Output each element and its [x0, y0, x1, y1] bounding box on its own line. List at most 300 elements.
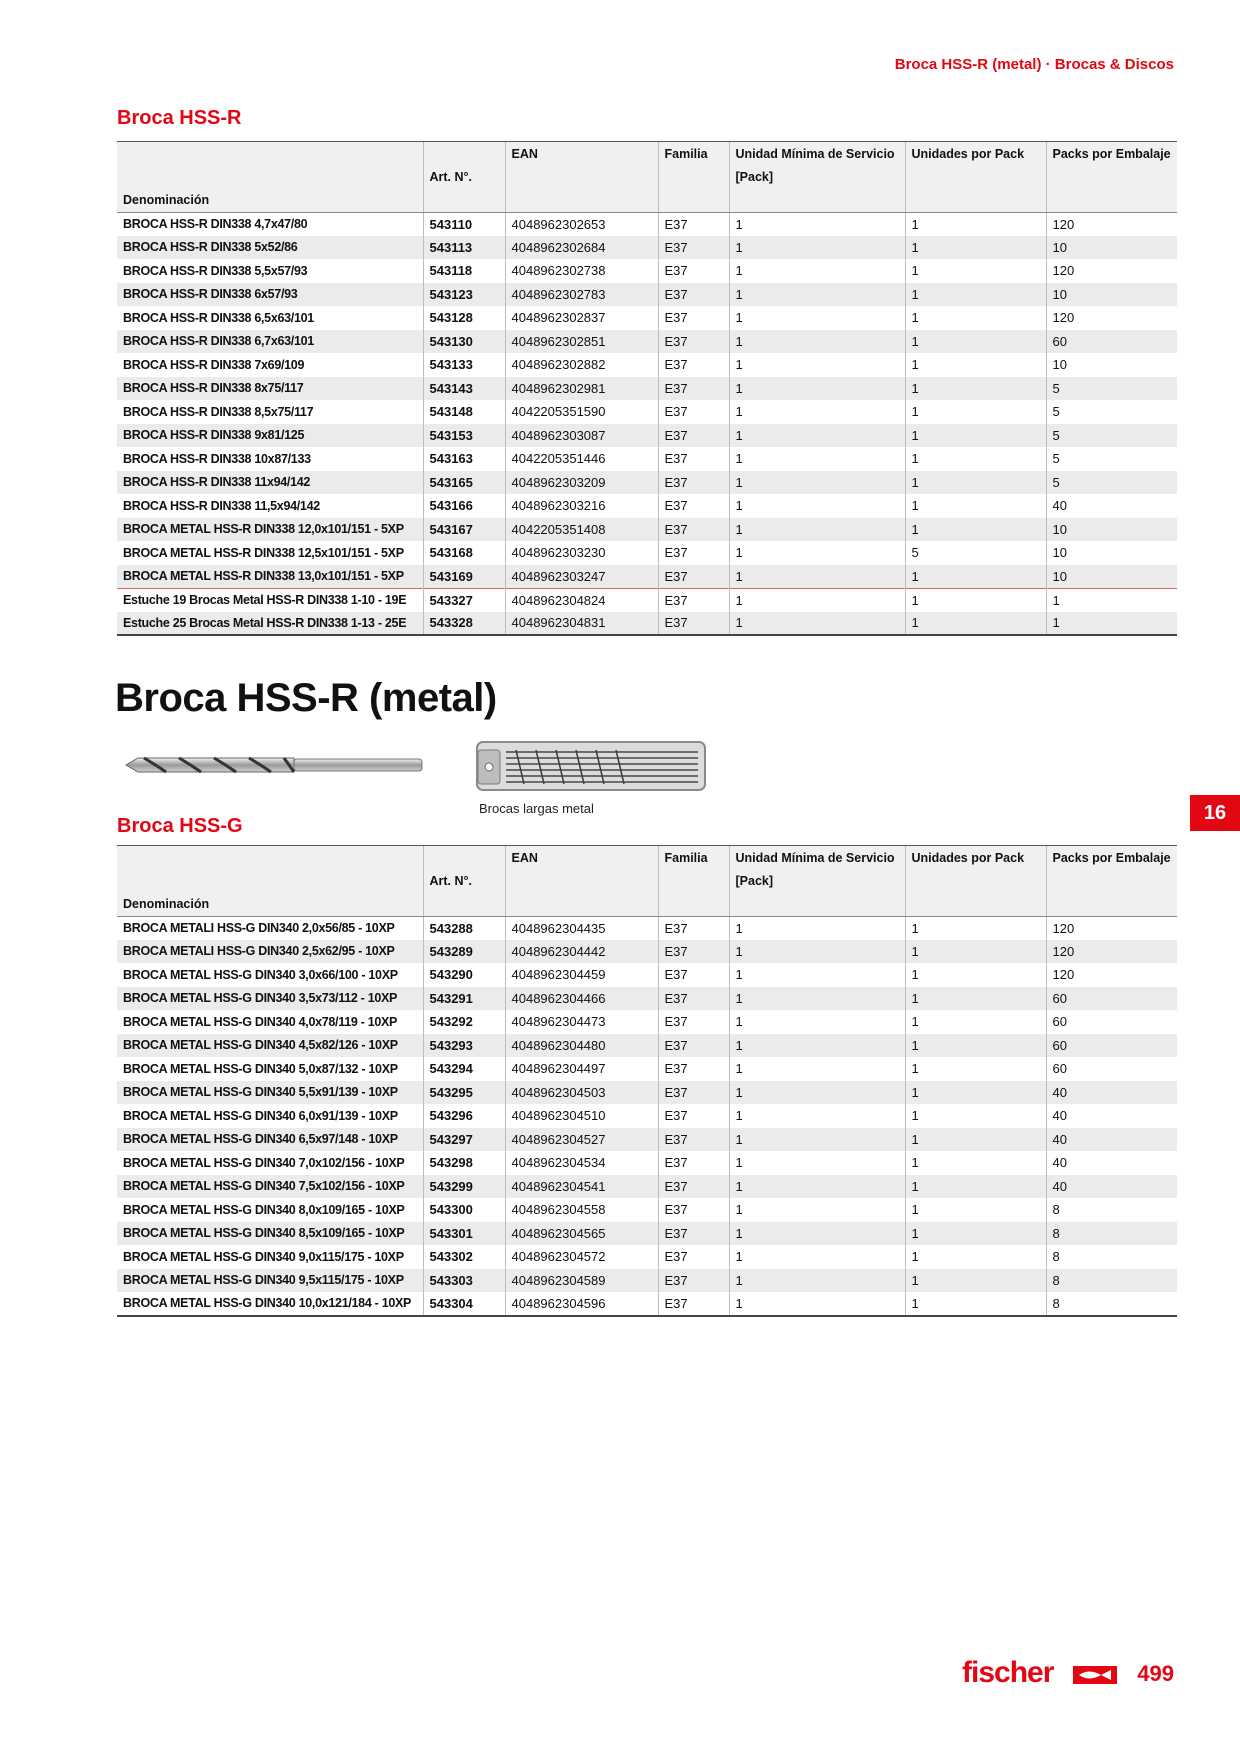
cell-fam: E37: [658, 518, 729, 542]
cell-fam: E37: [658, 1057, 729, 1081]
cell-upp: 5: [905, 541, 1046, 565]
cell-ppe: 5: [1046, 400, 1177, 424]
cell-fam: E37: [658, 1292, 729, 1316]
cell-name: BROCA HSS-R DIN338 11,5x94/142: [117, 494, 423, 518]
cell-ean: 4048962304527: [505, 1128, 658, 1152]
brand-name: fischer: [962, 1656, 1054, 1689]
table-row: [117, 565, 1177, 589]
table-header-row: [117, 893, 1177, 917]
cell-upp: 1: [905, 1198, 1046, 1222]
cell-ean: 4048962302783: [505, 283, 658, 307]
cell-art: 543113: [423, 236, 505, 260]
cell-uni: 1: [729, 1010, 905, 1034]
cell-ean: 4048962303230: [505, 541, 658, 565]
cell-upp: 1: [905, 987, 1046, 1011]
cell-uni: 1: [729, 1245, 905, 1269]
cell-upp: 1: [905, 447, 1046, 471]
cell-ppe: 60: [1046, 330, 1177, 354]
table-row: [117, 1104, 1177, 1128]
cell-ppe: 8: [1046, 1198, 1177, 1222]
cell-name: BROCA HSS-R DIN338 9x81/125: [117, 424, 423, 448]
cell-art: 543118: [423, 259, 505, 283]
column-header-packs: Packs por Embalaje: [1046, 142, 1177, 166]
cell-name: BROCA METAL HSS-G DIN340 7,5x102/156 - 10XP: [117, 1175, 423, 1199]
table-row: [117, 940, 1177, 964]
cell-fam: E37: [658, 236, 729, 260]
cell-name: BROCA METAL HSS-G DIN340 5,5x91/139 - 10XP: [117, 1081, 423, 1105]
product-table-hssg: [117, 845, 1177, 1317]
cell-fam: E37: [658, 963, 729, 987]
cell-name: Estuche 25 Brocas Metal HSS-R DIN338 1-13 - 25E: [117, 612, 423, 636]
image-caption: Brocas largas metal: [479, 801, 594, 816]
cell-upp: 1: [905, 940, 1046, 964]
cell-upp: 1: [905, 1104, 1046, 1128]
cell-fam: E37: [658, 471, 729, 495]
cell-upp: 1: [905, 259, 1046, 283]
table-row: [117, 541, 1177, 565]
cell-ppe: 120: [1046, 963, 1177, 987]
cell-ppe: 5: [1046, 424, 1177, 448]
table-row: [117, 1057, 1177, 1081]
cell-uni: 1: [729, 1034, 905, 1058]
cell-fam: E37: [658, 612, 729, 636]
cell-uni: 1: [729, 588, 905, 612]
page-number: 499: [1137, 1661, 1174, 1686]
cell-uni: 1: [729, 1198, 905, 1222]
cell-name: BROCA HSS-R DIN338 8x75/117: [117, 377, 423, 401]
cell-fam: E37: [658, 541, 729, 565]
cell-name: BROCA HSS-R DIN338 8,5x75/117: [117, 400, 423, 424]
column-header-art: Art. N°.: [423, 165, 505, 189]
cell-name: BROCA METAL HSS-G DIN340 9,0x115/175 - 10XP: [117, 1245, 423, 1269]
cell-ppe: 120: [1046, 306, 1177, 330]
cell-art: 543128: [423, 306, 505, 330]
cell-art: 543297: [423, 1128, 505, 1152]
table-header-row: [117, 869, 1177, 893]
cell-name: BROCA HSS-R DIN338 11x94/142: [117, 471, 423, 495]
column-header-ean: EAN: [505, 846, 658, 870]
cell-ppe: 1: [1046, 588, 1177, 612]
column-header-denominacion: Denominación: [117, 189, 423, 213]
cell-name: BROCA HSS-R DIN338 6,5x63/101: [117, 306, 423, 330]
cell-uni: 1: [729, 283, 905, 307]
cell-fam: E37: [658, 212, 729, 236]
cell-ean: 4048962302684: [505, 236, 658, 260]
cell-ppe: 40: [1046, 1104, 1177, 1128]
cell-art: 543293: [423, 1034, 505, 1058]
column-header-unidades-pack: Unidades por Pack: [905, 142, 1046, 166]
drill-case-image: [476, 738, 706, 794]
column-header-unidad-sub: [Pack]: [729, 869, 905, 893]
table-row: [117, 518, 1177, 542]
cell-name: BROCA METALI HSS-G DIN340 2,5x62/95 - 10XP: [117, 940, 423, 964]
cell-uni: 1: [729, 306, 905, 330]
cell-ean: 4048962303247: [505, 565, 658, 589]
table-row: [117, 306, 1177, 330]
column-header-denominacion: Denominación: [117, 893, 423, 917]
cell-ppe: 5: [1046, 377, 1177, 401]
cell-uni: 1: [729, 963, 905, 987]
cell-fam: E37: [658, 1175, 729, 1199]
cell-upp: 1: [905, 963, 1046, 987]
cell-ean: 4048962304824: [505, 588, 658, 612]
cell-name: BROCA METAL HSS-G DIN340 7,0x102/156 - 10XP: [117, 1151, 423, 1175]
cell-fam: E37: [658, 916, 729, 940]
table-header-row: [117, 165, 1177, 189]
table-row: [117, 283, 1177, 307]
column-header-unidad: Unidad Mínima de Servicio: [729, 142, 905, 166]
cell-ppe: 10: [1046, 518, 1177, 542]
cell-art: 543169: [423, 565, 505, 589]
cell-ean: 4042205351590: [505, 400, 658, 424]
cell-art: 543303: [423, 1269, 505, 1293]
cell-uni: 1: [729, 494, 905, 518]
cell-upp: 1: [905, 424, 1046, 448]
table-row: [117, 612, 1177, 636]
cell-art: 543296: [423, 1104, 505, 1128]
table-row: [117, 377, 1177, 401]
cell-uni: 1: [729, 541, 905, 565]
table-row: [117, 588, 1177, 612]
cell-name: BROCA METAL HSS-G DIN340 9,5x115/175 - 10XP: [117, 1269, 423, 1293]
cell-ean: 4048962304589: [505, 1269, 658, 1293]
cell-fam: E37: [658, 1151, 729, 1175]
cell-upp: 1: [905, 1057, 1046, 1081]
cell-uni: 1: [729, 565, 905, 589]
cell-ean: 4048962304510: [505, 1104, 658, 1128]
cell-art: 543289: [423, 940, 505, 964]
column-header-unidad-sub: [Pack]: [729, 165, 905, 189]
cell-art: 543299: [423, 1175, 505, 1199]
cell-ppe: 120: [1046, 940, 1177, 964]
cell-ean: 4048962302738: [505, 259, 658, 283]
cell-uni: 1: [729, 212, 905, 236]
cell-ean: 4048962304480: [505, 1034, 658, 1058]
product-table-hssr: [117, 141, 1177, 636]
cell-ean: 4048962302653: [505, 212, 658, 236]
fischer-logo: [962, 1656, 1053, 1690]
cell-upp: 1: [905, 212, 1046, 236]
table-row: [117, 1081, 1177, 1105]
cell-ppe: 10: [1046, 353, 1177, 377]
cell-upp: 1: [905, 1269, 1046, 1293]
cell-ean: 4048962304435: [505, 916, 658, 940]
cell-ean: 4048962304572: [505, 1245, 658, 1269]
table-row: [117, 1292, 1177, 1316]
cell-art: 543328: [423, 612, 505, 636]
cell-ppe: 60: [1046, 987, 1177, 1011]
cell-ean: 4048962304558: [505, 1198, 658, 1222]
cell-ean: 4048962303209: [505, 471, 658, 495]
table-row: [117, 963, 1177, 987]
table-row: [117, 1175, 1177, 1199]
cell-upp: 1: [905, 916, 1046, 940]
cell-fam: E37: [658, 1245, 729, 1269]
cell-ean: 4048962304541: [505, 1175, 658, 1199]
cell-fam: E37: [658, 588, 729, 612]
cell-upp: 1: [905, 1151, 1046, 1175]
cell-art: 543143: [423, 377, 505, 401]
table-row: [117, 330, 1177, 354]
cell-ppe: 40: [1046, 1175, 1177, 1199]
cell-upp: 1: [905, 400, 1046, 424]
cell-art: 543123: [423, 283, 505, 307]
cell-uni: 1: [729, 330, 905, 354]
cell-name: BROCA HSS-R DIN338 5,5x57/93: [117, 259, 423, 283]
cell-art: 543288: [423, 916, 505, 940]
cell-fam: E37: [658, 1128, 729, 1152]
cell-upp: 1: [905, 353, 1046, 377]
cell-uni: 1: [729, 424, 905, 448]
cell-art: 543304: [423, 1292, 505, 1316]
cell-fam: E37: [658, 424, 729, 448]
cell-name: BROCA METAL HSS-G DIN340 4,5x82/126 - 10XP: [117, 1034, 423, 1058]
table-row: [117, 494, 1177, 518]
cell-fam: E37: [658, 306, 729, 330]
cell-ean: 4048962304497: [505, 1057, 658, 1081]
cell-uni: 1: [729, 1128, 905, 1152]
cell-uni: 1: [729, 377, 905, 401]
cell-art: 543148: [423, 400, 505, 424]
cell-art: 543130: [423, 330, 505, 354]
cell-name: BROCA METAL HSS-G DIN340 3,5x73/112 - 10XP: [117, 987, 423, 1011]
cell-name: BROCA METAL HSS-R DIN338 12,0x101/151 - 5XP: [117, 518, 423, 542]
drill-bit-image: [124, 753, 424, 777]
cell-name: BROCA METALI HSS-G DIN340 2,0x56/85 - 10XP: [117, 916, 423, 940]
table-row: [117, 1198, 1177, 1222]
table-row: [117, 236, 1177, 260]
cell-art: 543133: [423, 353, 505, 377]
cell-fam: E37: [658, 1034, 729, 1058]
table-row: [117, 424, 1177, 448]
cell-uni: 1: [729, 1175, 905, 1199]
cell-upp: 1: [905, 236, 1046, 260]
cell-ppe: 60: [1046, 1057, 1177, 1081]
cell-name: BROCA HSS-R DIN338 7x69/109: [117, 353, 423, 377]
cell-ppe: 5: [1046, 447, 1177, 471]
cell-ean: 4042205351446: [505, 447, 658, 471]
cell-upp: 1: [905, 494, 1046, 518]
cell-ean: 4048962302851: [505, 330, 658, 354]
cell-fam: E37: [658, 377, 729, 401]
cell-ppe: 10: [1046, 565, 1177, 589]
cell-ppe: 40: [1046, 1128, 1177, 1152]
cell-ppe: 60: [1046, 1034, 1177, 1058]
chapter-tab: 16: [1190, 795, 1240, 831]
cell-ppe: 10: [1046, 283, 1177, 307]
cell-name: BROCA METAL HSS-G DIN340 8,5x109/165 - 10XP: [117, 1222, 423, 1246]
cell-upp: 1: [905, 1128, 1046, 1152]
fish-logo-icon: [1073, 1666, 1117, 1684]
table-row: [117, 259, 1177, 283]
breadcrumb: Broca HSS-R (metal) · Brocas & Discos: [894, 56, 1174, 73]
cell-ppe: 10: [1046, 236, 1177, 260]
cell-ean: 4048962302981: [505, 377, 658, 401]
cell-ppe: 120: [1046, 916, 1177, 940]
cell-fam: E37: [658, 353, 729, 377]
cell-fam: E37: [658, 1010, 729, 1034]
cell-uni: 1: [729, 259, 905, 283]
table-row: [117, 916, 1177, 940]
cell-upp: 1: [905, 1034, 1046, 1058]
cell-ppe: 40: [1046, 1081, 1177, 1105]
cell-art: 543295: [423, 1081, 505, 1105]
cell-name: BROCA METAL HSS-G DIN340 5,0x87/132 - 10XP: [117, 1057, 423, 1081]
cell-name: BROCA HSS-R DIN338 5x52/86: [117, 236, 423, 260]
cell-art: 543291: [423, 987, 505, 1011]
column-header-familia: Familia: [658, 142, 729, 166]
cell-upp: 1: [905, 1222, 1046, 1246]
table-row: [117, 1245, 1177, 1269]
cell-upp: 1: [905, 1010, 1046, 1034]
cell-ean: 4048962304442: [505, 940, 658, 964]
cell-ppe: 5: [1046, 471, 1177, 495]
section-title-hssg: Broca HSS-G: [117, 815, 243, 837]
cell-art: 543168: [423, 541, 505, 565]
cell-art: 543153: [423, 424, 505, 448]
cell-upp: 1: [905, 518, 1046, 542]
cell-uni: 1: [729, 1104, 905, 1128]
cell-uni: 1: [729, 1151, 905, 1175]
cell-ean: 4048962304831: [505, 612, 658, 636]
cell-fam: E37: [658, 283, 729, 307]
cell-uni: 1: [729, 1081, 905, 1105]
cell-ppe: 1: [1046, 612, 1177, 636]
table-row: [117, 1010, 1177, 1034]
table-row: [117, 447, 1177, 471]
cell-uni: 1: [729, 1057, 905, 1081]
table-row: [117, 353, 1177, 377]
cell-ppe: 120: [1046, 259, 1177, 283]
cell-fam: E37: [658, 1104, 729, 1128]
cell-art: 543166: [423, 494, 505, 518]
table-header-row: [117, 189, 1177, 213]
cell-art: 543301: [423, 1222, 505, 1246]
table-row: [117, 987, 1177, 1011]
cell-uni: 1: [729, 1222, 905, 1246]
cell-ean: 4048962302837: [505, 306, 658, 330]
table-row: [117, 471, 1177, 495]
cell-upp: 1: [905, 471, 1046, 495]
cell-fam: E37: [658, 1198, 729, 1222]
page-title: Broca HSS-R (metal): [115, 676, 497, 720]
cell-art: 543298: [423, 1151, 505, 1175]
cell-name: BROCA METAL HSS-G DIN340 6,5x97/148 - 10XP: [117, 1128, 423, 1152]
cell-ean: 4048962304459: [505, 963, 658, 987]
column-header-unidad: Unidad Mínima de Servicio: [729, 846, 905, 870]
cell-uni: 1: [729, 236, 905, 260]
table-row: [117, 1222, 1177, 1246]
table-row: [117, 1269, 1177, 1293]
cell-fam: E37: [658, 494, 729, 518]
cell-ppe: 40: [1046, 1151, 1177, 1175]
cell-upp: 1: [905, 565, 1046, 589]
cell-art: 543163: [423, 447, 505, 471]
cell-art: 543165: [423, 471, 505, 495]
cell-name: BROCA METAL HSS-G DIN340 10,0x121/184 - 10XP: [117, 1292, 423, 1316]
cell-uni: 1: [729, 612, 905, 636]
cell-fam: E37: [658, 447, 729, 471]
cell-upp: 1: [905, 1292, 1046, 1316]
cell-uni: 1: [729, 916, 905, 940]
cell-fam: E37: [658, 330, 729, 354]
cell-upp: 1: [905, 330, 1046, 354]
cell-ean: 4048962302882: [505, 353, 658, 377]
cell-ean: 4048962304473: [505, 1010, 658, 1034]
cell-fam: E37: [658, 1081, 729, 1105]
cell-fam: E37: [658, 940, 729, 964]
cell-ean: 4048962304565: [505, 1222, 658, 1246]
column-header-familia: Familia: [658, 846, 729, 870]
cell-upp: 1: [905, 306, 1046, 330]
table-row: [117, 1128, 1177, 1152]
column-header-art: Art. N°.: [423, 869, 505, 893]
cell-ppe: 8: [1046, 1292, 1177, 1316]
cell-name: BROCA HSS-R DIN338 4,7x47/80: [117, 212, 423, 236]
cell-uni: 1: [729, 1269, 905, 1293]
cell-fam: E37: [658, 987, 729, 1011]
cell-upp: 1: [905, 1245, 1046, 1269]
cell-fam: E37: [658, 1222, 729, 1246]
cell-art: 543290: [423, 963, 505, 987]
cell-uni: 1: [729, 353, 905, 377]
column-header-packs: Packs por Embalaje: [1046, 846, 1177, 870]
cell-ppe: 8: [1046, 1269, 1177, 1293]
cell-ean: 4048962304466: [505, 987, 658, 1011]
cell-fam: E37: [658, 565, 729, 589]
cell-name: BROCA METAL HSS-R DIN338 13,0x101/151 - 5XP: [117, 565, 423, 589]
table-header-row: [117, 142, 1177, 166]
cell-ean: 4042205351408: [505, 518, 658, 542]
cell-ean: 4048962304503: [505, 1081, 658, 1105]
cell-ean: 4048962303087: [505, 424, 658, 448]
cell-name: BROCA METAL HSS-G DIN340 3,0x66/100 - 10XP: [117, 963, 423, 987]
cell-uni: 1: [729, 518, 905, 542]
cell-ppe: 120: [1046, 212, 1177, 236]
cell-ean: 4048962304534: [505, 1151, 658, 1175]
cell-upp: 1: [905, 1175, 1046, 1199]
cell-ppe: 8: [1046, 1222, 1177, 1246]
cell-uni: 1: [729, 1292, 905, 1316]
cell-uni: 1: [729, 471, 905, 495]
cell-ean: 4048962303216: [505, 494, 658, 518]
cell-name: BROCA METAL HSS-G DIN340 8,0x109/165 - 10XP: [117, 1198, 423, 1222]
cell-ppe: 60: [1046, 1010, 1177, 1034]
cell-fam: E37: [658, 400, 729, 424]
table-row: [117, 212, 1177, 236]
cell-ppe: 40: [1046, 494, 1177, 518]
cell-uni: 1: [729, 940, 905, 964]
cell-ppe: 8: [1046, 1245, 1177, 1269]
cell-upp: 1: [905, 588, 1046, 612]
table-row: [117, 400, 1177, 424]
cell-uni: 1: [729, 447, 905, 471]
cell-art: 543167: [423, 518, 505, 542]
cell-art: 543292: [423, 1010, 505, 1034]
cell-name: BROCA HSS-R DIN338 10x87/133: [117, 447, 423, 471]
table-row: [117, 1151, 1177, 1175]
cell-art: 543110: [423, 212, 505, 236]
cell-art: 543327: [423, 588, 505, 612]
cell-ppe: 10: [1046, 541, 1177, 565]
column-header-unidades-pack: Unidades por Pack: [905, 846, 1046, 870]
cell-name: Estuche 19 Brocas Metal HSS-R DIN338 1-10 - 19E: [117, 588, 423, 612]
cell-art: 543294: [423, 1057, 505, 1081]
column-header-ean: EAN: [505, 142, 658, 166]
cell-art: 543300: [423, 1198, 505, 1222]
cell-fam: E37: [658, 1269, 729, 1293]
cell-name: BROCA HSS-R DIN338 6x57/93: [117, 283, 423, 307]
